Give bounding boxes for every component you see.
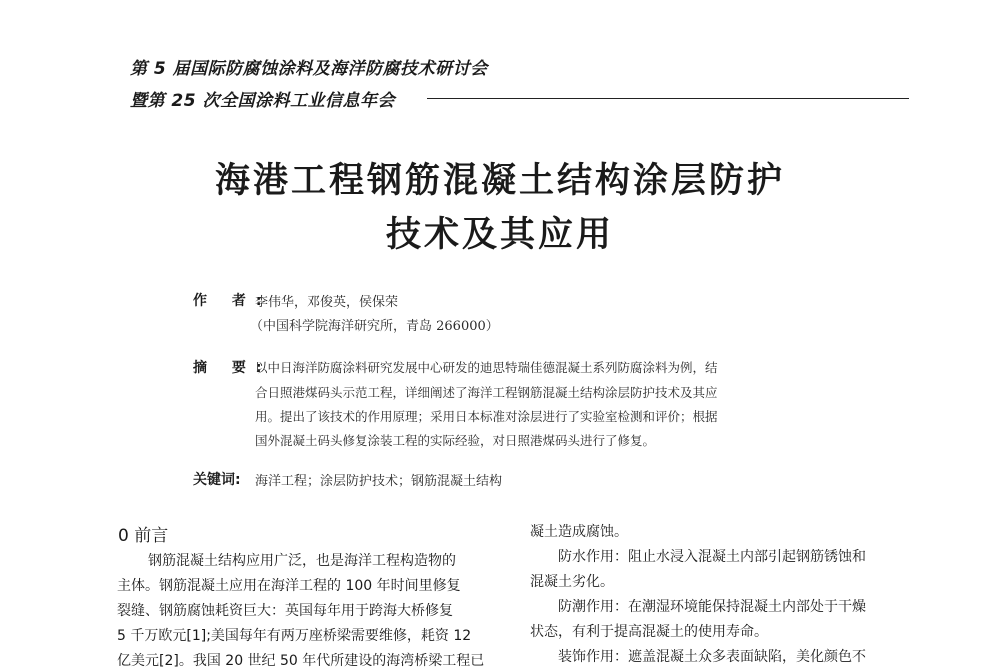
right-column-line: 凝土造成腐蚀。 [530, 524, 628, 540]
author-names: 李伟华，邓俊英，侯保荣 [255, 295, 399, 310]
keywords-label: 关键词: [193, 472, 241, 488]
author-label: 作 者: [193, 293, 272, 309]
author-affiliation: （中国科学院海洋研究所，青岛 266000） [250, 319, 499, 334]
right-column-line: 防潮作用：在潮湿环境能保持混凝土内部处于干燥 [558, 599, 866, 615]
abstract-line: 用。提出了该技术的作用原理；采用日本标准对涂层进行了实验室检测和评价；根据 [255, 409, 718, 424]
abstract-line: 合日照港煤码头示范工程，详细阐述了海洋工程钢筋混凝土结构涂层防护技术及其应 [255, 385, 718, 400]
left-column-line: 钢筋混凝土结构应用广泛，也是海洋工程构造物的 [148, 553, 456, 569]
keywords-text: 海洋工程；涂层防护技术；钢筋混凝土结构 [255, 474, 503, 489]
left-column-line: 裂缝、钢筋腐蚀耗资巨大：英国每年用于跨海大桥修复 [117, 603, 453, 619]
abstract-line: 以中日海洋防腐涂料研究发展中心研发的迪思特瑞佳德混凝土系列防腐涂料为例，结 [255, 360, 718, 375]
left-column-line: 亿美元[2]。我国 20 世纪 50 年代所建设的海湾桥梁工程已 [117, 653, 485, 669]
right-column-line: 状态，有利于提高混凝土的使用寿命。 [530, 624, 768, 640]
abstract-line: 国外混凝土码头修复涂装工程的实际经验，对日照港煤码头进行了修复。 [255, 433, 656, 448]
section-heading: 0 前言 [118, 526, 169, 546]
right-column-line: 混凝土劣化。 [530, 574, 614, 590]
paper-title-line2: 技术及其应用 [385, 215, 614, 255]
left-column-line: 5 千万欧元[1];美国每年有两万座桥梁需要维修，耗资 12 [117, 628, 472, 644]
conference-header-line1: 第 5 届国际防腐蚀涂料及海洋防腐技术研讨会 [130, 59, 488, 79]
paper-title-line1: 海港工程钢筋混凝土结构涂层防护 [214, 161, 785, 201]
right-column-line: 防水作用：阻止水浸入混凝土内部引起钢筋锈蚀和 [558, 549, 866, 565]
abstract-label: 摘 要: [193, 360, 272, 376]
conference-header-line2: 暨第 25 次全国涂料工业信息年会 [130, 91, 395, 111]
header-rule [427, 98, 909, 99]
left-column-line: 主体。钢筋混凝土应用在海洋工程的 100 年时间里修复 [117, 578, 461, 594]
right-column-line: 装饰作用：遮盖混凝土众多表面缺陷，美化颜色不 [558, 649, 866, 665]
